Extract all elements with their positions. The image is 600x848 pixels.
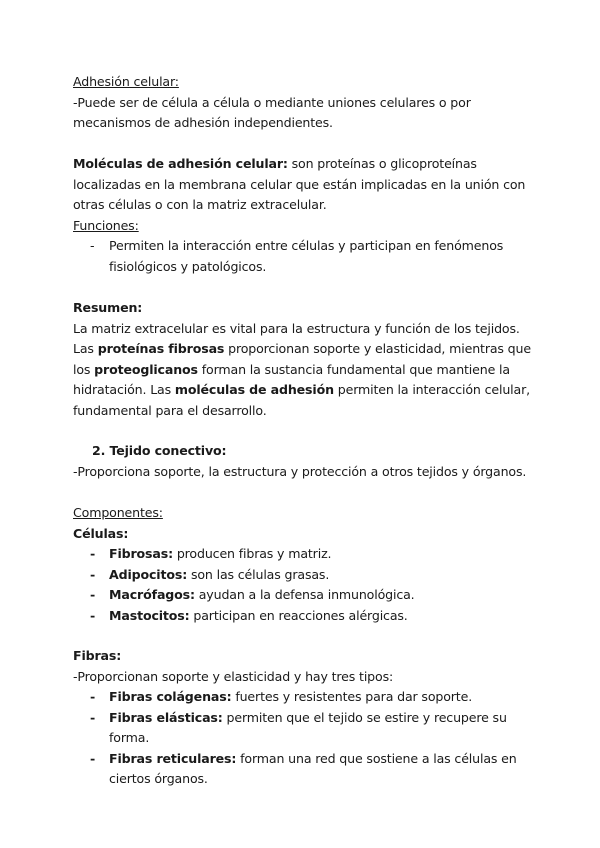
resumen-title: Resumen:	[73, 300, 143, 315]
paragraph: -Puede ser de célula a célula o mediante uniones celulares o por mecanismos de adhesión independientes.	[73, 94, 471, 130]
section-resumen	[73, 298, 533, 421]
bullet-dash: -	[90, 750, 96, 766]
list-item: - Macrófagos: ayudan a la defensa inmunológica.	[73, 585, 533, 606]
bullet-dash: -	[90, 587, 96, 602]
bullet-dash: -	[90, 709, 96, 725]
componentes-title: Componentes:	[73, 505, 163, 520]
celulas-title: Células:	[73, 525, 129, 541]
paragraph: -Proporcionan soporte y elasticidad y hay tres tipos:	[73, 668, 394, 684]
numbered-heading: 2. Tejido conectivo:	[92, 443, 227, 458]
bullet-dash: -	[90, 238, 95, 253]
fibras-title: Fibras:	[73, 648, 122, 663]
section-moleculas-adhesion	[73, 154, 533, 277]
bullet-dash: -	[90, 689, 96, 704]
paragraph: Moléculas de adhesión celular: son proteínas o glicoproteínas localizadas en la membrana celular que están implicadas en la unión con otras células o con la matriz extracelular.	[73, 156, 526, 212]
list-item: - Mastocitos: participan en reacciones alérgicas.	[73, 606, 533, 627]
paragraph: -Proporciona soporte, la estructura y protección a otros tejidos y órganos.	[73, 463, 527, 479]
section-title: Adhesión celular:	[73, 74, 179, 89]
section-componentes	[73, 503, 533, 626]
paragraph: La matriz extracelular es vital para la estructura y función de los tejidos. Las proteínas fibrosas proporcionan soporte y elasticidad, mientras que los proteoglicanos forman la sustancia fundamental que mantiene la hidratación. Las moléculas de adhesión permiten la interacción celular, fundamental para el desarrollo.	[73, 320, 531, 418]
list-item: - Fibras colágenas: fuertes y resistentes para dar soporte.	[73, 687, 533, 708]
funciones-title: Funciones:	[73, 217, 139, 233]
list-item: - Fibras elásticas: permiten que el tejido se estire y recupere su forma.	[90, 709, 507, 745]
section-fibras	[73, 646, 533, 790]
list-item: - Fibras reticulares: forman una red que sostiene a las células en ciertos órganos.	[90, 750, 517, 786]
section-tejido-conectivo	[73, 441, 533, 482]
bullet-dash: -	[90, 546, 96, 561]
section-adhesion-celular	[73, 72, 533, 134]
list-item: - Permiten la interacción entre células y participan en fenómenos fisiológicos y patológicos.	[90, 238, 504, 274]
bullet-dash: -	[90, 566, 96, 582]
bullet-dash: -	[90, 607, 96, 623]
list-item: - Adipocitos: son las células grasas.	[73, 565, 533, 586]
bold-term: Moléculas de adhesión celular:	[73, 156, 288, 171]
list-item: - Fibrosas: producen fibras y matriz.	[73, 544, 533, 565]
